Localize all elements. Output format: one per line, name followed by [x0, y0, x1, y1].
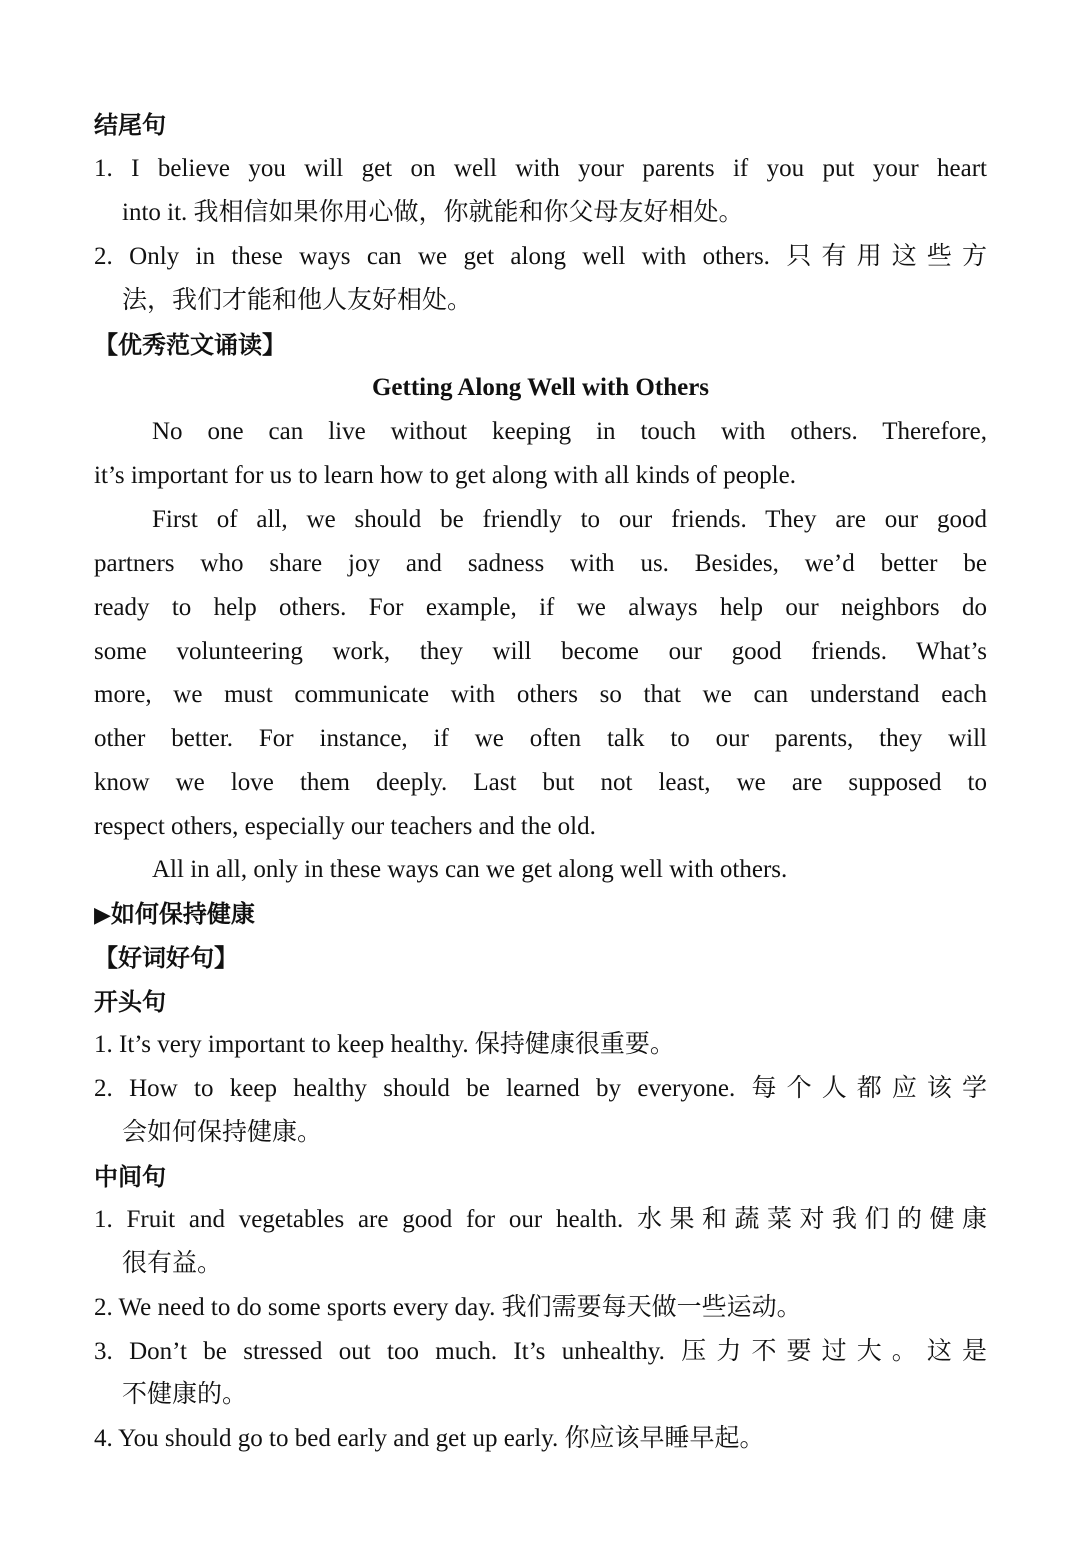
essay-para-1-line-1: No one can live without keeping in touch with others. Therefore,: [152, 418, 987, 445]
middle-sentences-heading: 中间句: [94, 1163, 166, 1191]
closing-sentence-1-line-2: into it. 我相信如果你用心做，你就能和你父母友好相处。: [122, 199, 744, 226]
middle-sentence-2: 2. We need to do some sports every day. 我们需要每天做一些运动。: [94, 1294, 802, 1321]
essay-para-2-line-8: respect others, especially our teachers and the old.: [94, 813, 596, 840]
closing-sentences-heading: 结尾句: [94, 111, 166, 139]
opening-sentences-heading: 开头句: [94, 988, 166, 1016]
essay-para-2-line-6: other better. For instance, if we often talk to our parents, they will: [94, 725, 987, 752]
model-essay-label: 【优秀范文诵读】: [94, 331, 286, 359]
opening-sentence-2-line-1: 2. How to keep healthy should be learned by everyone. 每个人都应该学: [94, 1075, 987, 1102]
middle-sentence-4: 4. You should go to bed early and get up early. 你应该早睡早起。: [94, 1425, 765, 1452]
essay-para-2-line-7: know we love them deeply. Last but not least, we are supposed to: [94, 769, 987, 796]
middle-sentence-3-line-2: 不健康的。: [122, 1381, 248, 1408]
opening-sentence-2-line-2: 会如何保持健康。: [122, 1119, 323, 1146]
good-words-label: 【好词好句】: [94, 944, 238, 972]
middle-sentence-1-line-2: 很有益。: [122, 1250, 223, 1277]
closing-sentence-2-line-1: 2. Only in these ways can we get along well with others. 只有用这些方: [94, 243, 987, 270]
opening-sentence-1: 1. It’s very important to keep healthy. 保持健康很重要。: [94, 1031, 675, 1058]
essay-para-2-line-5: more, we must communicate with others so that we can understand each: [94, 681, 987, 708]
essay-para-1-line-2: it’s important for us to learn how to get along with all kinds of people.: [94, 462, 796, 489]
closing-sentence-1-line-1: 1. I believe you will get on well with your parents if you put your heart: [94, 155, 987, 182]
middle-sentence-3-line-1: 3. Don’t be stressed out too much. It’s unhealthy. 压力不要过大。这是: [94, 1338, 987, 1365]
essay-para-2-line-3: ready to help others. For example, if we always help our neighbors do: [94, 594, 987, 621]
topic-title: 如何保持健康: [110, 900, 255, 928]
play-triangle-icon: ▶: [94, 903, 111, 928]
essay-para-2-line-2: partners who share joy and sadness with us. Besides, we’d better be: [94, 550, 987, 577]
essay-para-2-line-4: some volunteering work, they will become our good friends. What’s: [94, 638, 987, 665]
middle-sentence-1-line-1: 1. Fruit and vegetables are good for our health. 水果和蔬菜对我们的健康: [94, 1206, 987, 1233]
essay-para-2-line-1: First of all, we should be friendly to our friends. They are our good: [152, 506, 987, 533]
essay-para-3: All in all, only in these ways can we get along well with others.: [152, 856, 788, 883]
essay-title: Getting Along Well with Others: [371, 374, 710, 401]
closing-sentence-2-line-2: 法，我们才能和他人友好相处。: [122, 287, 473, 314]
topic-heading: [94, 892, 987, 936]
